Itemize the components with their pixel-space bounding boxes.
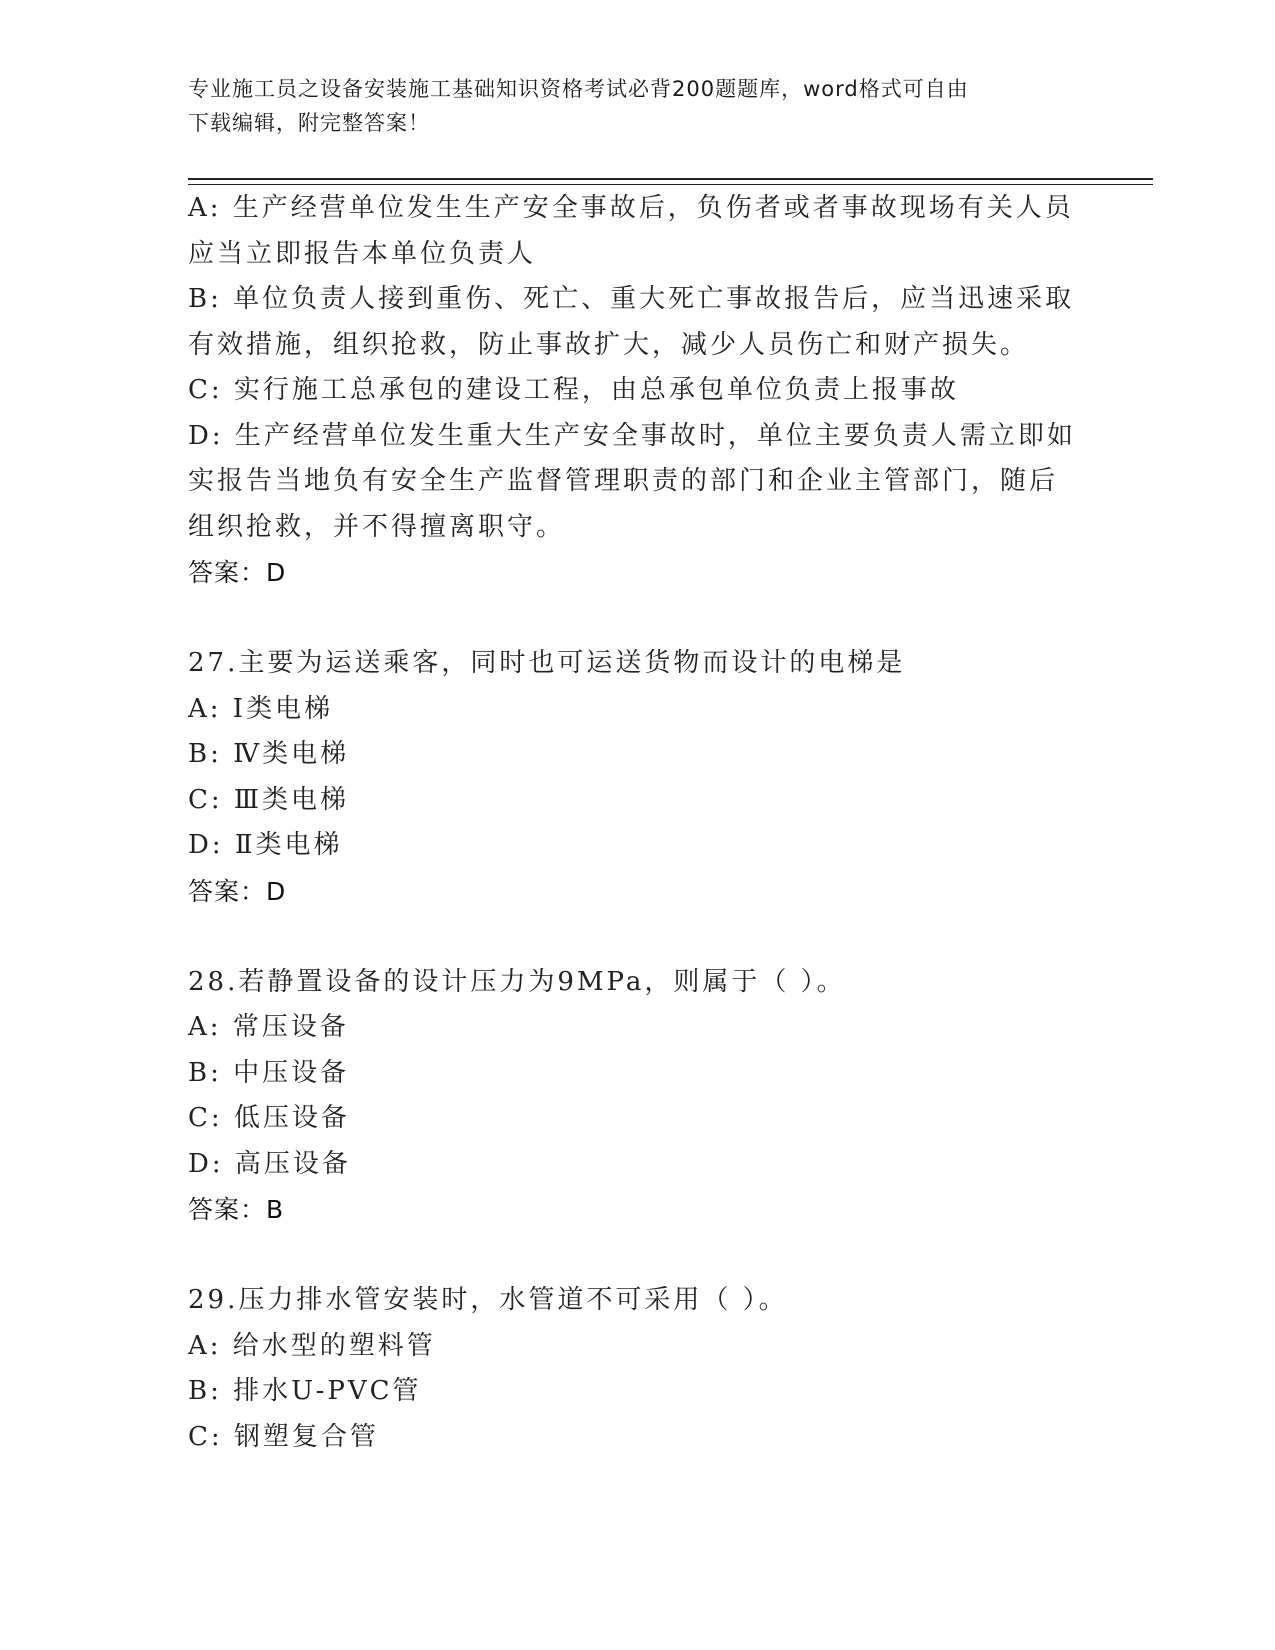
document-body <box>188 186 1088 1460</box>
question-29-block <box>188 1278 1088 1460</box>
q26-option-c: C: 实行施工总承包的建设工程，由总承包单位负责上报事故 <box>188 375 959 405</box>
q26-option-d-line-2: 实报告当地负有安全生产监督管理职责的部门和企业主管部门，随后 <box>188 466 1059 496</box>
q29-option-c: C: 钢塑复合管 <box>188 1421 379 1452</box>
document-header <box>188 72 1088 140</box>
q29-option-a: A: 给水型的塑料管 <box>188 1330 436 1361</box>
q26-option-d-line-1: D: 生产经营单位发生重大生产安全事故时，单位主要负责人需立即如 <box>188 420 1076 451</box>
q27-option-d: D: Ⅱ类电梯 <box>188 830 343 860</box>
q26-option-b-line-2: 有效措施，组织抢救，防止事故扩大，减少人员伤亡和财产损失。 <box>188 329 1030 360</box>
q28-answer: 答案：B <box>188 1195 285 1224</box>
q26-option-d-line-3: 组织抢救，并不得擅离职守。 <box>188 511 566 542</box>
q26-option-b-line-1: B: 单位负责人接到重伤、死亡、重大死亡事故报告后，应当迅速采取 <box>188 284 1075 314</box>
q26-answer: 答案：D <box>188 558 287 587</box>
q27-option-b: B: Ⅳ类电梯 <box>188 739 350 769</box>
question-27-block <box>188 641 1088 914</box>
spacer <box>188 1233 1088 1279</box>
header-line-1: 专业施工员之设备安装施工基础知识资格考试必背200题题库，word格式可自由 <box>188 77 969 101</box>
spacer <box>188 914 1088 960</box>
question-26-block <box>188 186 1088 596</box>
q27-stem: 27.主要为运送乘客，同时也可运送货物而设计的电梯是 <box>188 648 906 678</box>
q28-stem: 28.若静置设备的设计压力为9MPa，则属于（ ）。 <box>188 966 846 997</box>
header-divider-thick <box>188 178 1153 180</box>
q26-option-a-line-2: 应当立即报告本单位负责人 <box>188 238 537 269</box>
q27-answer: 答案：D <box>188 876 287 906</box>
q28-option-b: B: 中压设备 <box>188 1057 350 1088</box>
q27-option-c: C: Ⅲ类电梯 <box>188 784 349 815</box>
q29-stem: 29.压力排水管安装时，水管道不可采用（ ）。 <box>188 1285 788 1315</box>
q28-option-a: A: 常压设备 <box>188 1012 349 1042</box>
spacer <box>188 596 1088 642</box>
q29-option-b: B: 排水U-PVC管 <box>188 1376 422 1406</box>
q26-option-a-line-1: A: 生产经营单位发生生产安全事故后，负伤者或者事故现场有关人员 <box>188 193 1074 223</box>
header-line-2: 下载编辑，附完整答案！ <box>188 111 430 135</box>
question-28-block <box>188 960 1088 1233</box>
header-divider-thin <box>188 184 1153 185</box>
q27-option-a: A: I类电梯 <box>188 693 334 724</box>
q28-option-d: D: 高压设备 <box>188 1148 351 1179</box>
q28-option-c: C: 低压设备 <box>188 1103 350 1133</box>
